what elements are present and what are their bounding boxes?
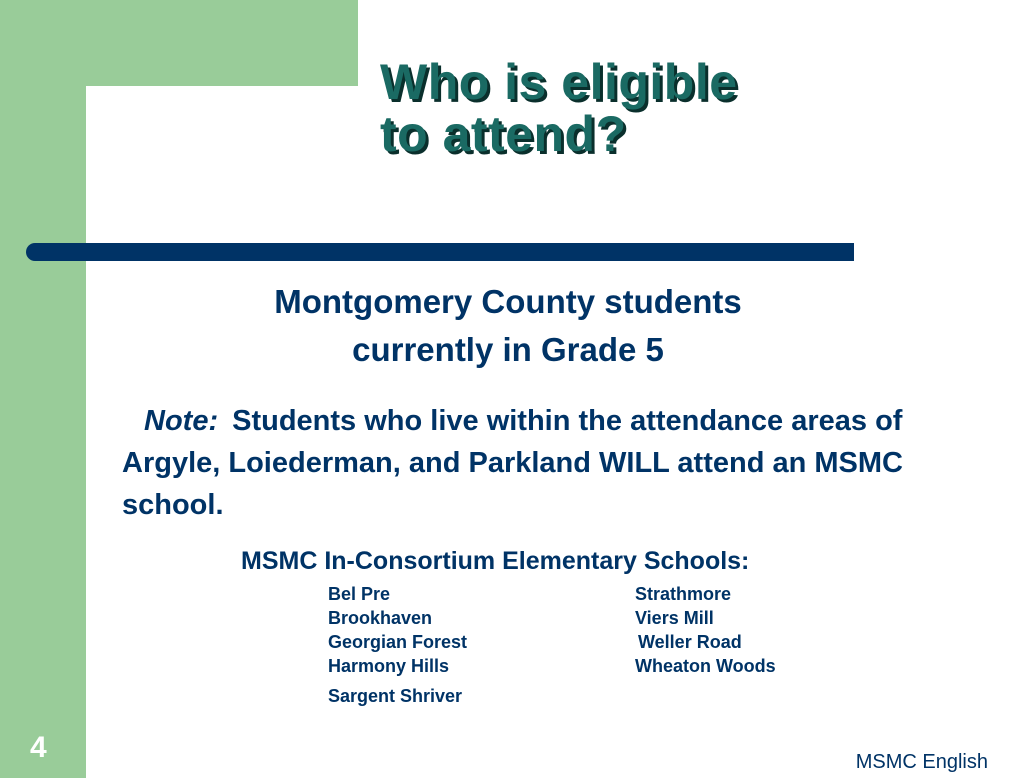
schools-heading: MSMC In-Consortium Elementary Schools: (241, 547, 750, 575)
school-list-item: Harmony Hills (328, 656, 450, 676)
school-list-item: Wheaton Woods (635, 656, 776, 676)
note-text: Students who live within the attendance areas of Argyle, Loiederman, and Parkland WILL attend an MSMC school. (122, 405, 903, 521)
school-list-item: Viers Mill (635, 608, 714, 628)
note-label: Note: (144, 405, 219, 437)
title-line-2: to attend? (380, 106, 627, 162)
school-list-item: Strathmore (635, 584, 732, 604)
note-paragraph (122, 400, 922, 526)
school-list-item: Brookhaven (328, 608, 433, 628)
frame-left-bar (0, 0, 86, 778)
title-line-1: Who is eligible (380, 54, 738, 110)
school-list-item: Sargent Shriver (328, 686, 463, 706)
school-list-item: Georgian Forest (328, 632, 468, 652)
footer-text: MSMC English (855, 751, 988, 773)
slide-subtitle (200, 278, 816, 374)
slide-title (380, 56, 738, 160)
school-list-item: Weller Road (638, 632, 742, 652)
slide-number: 4 (30, 731, 47, 764)
content-corner (86, 86, 166, 166)
school-list-item: Bel Pre (328, 584, 391, 604)
subtitle-line-1: Montgomery County students (274, 283, 742, 320)
title-divider (26, 243, 854, 261)
frame-top-block (0, 0, 358, 86)
subtitle-line-2: currently in Grade 5 (352, 331, 664, 368)
